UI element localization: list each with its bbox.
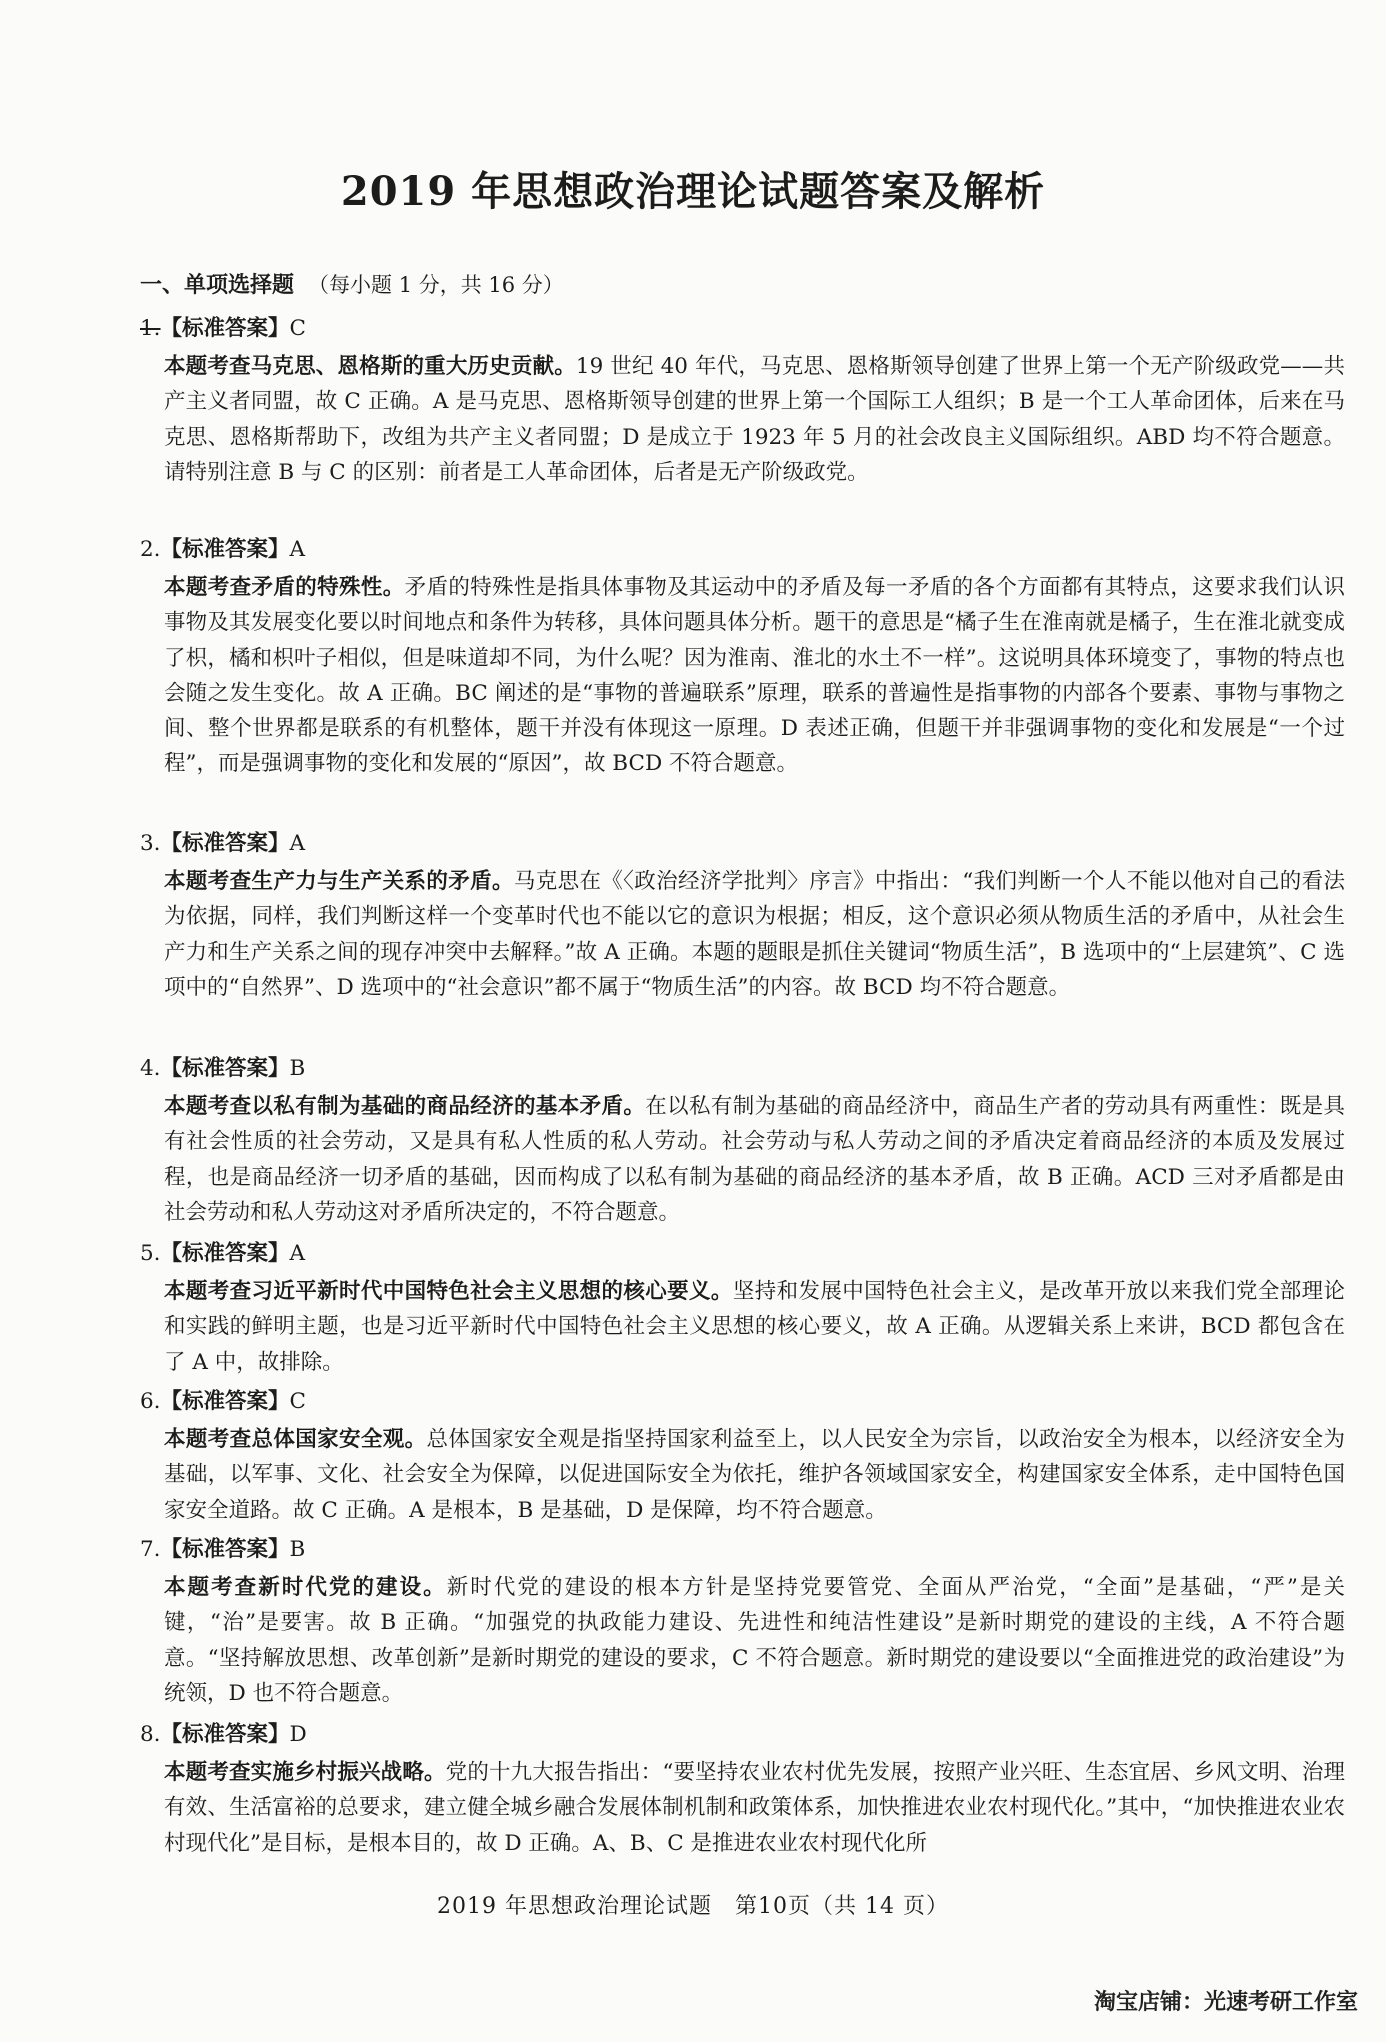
explanation-topic: 本题考查以私有制为基础的商品经济的基本矛盾。 — [164, 1094, 646, 1119]
explanation-topic: 本题考查总体国家安全观。 — [164, 1427, 427, 1452]
explanation-body: 新时代党的建设的根本方针是坚持党要管党、全面从严治党，“全面”是基础，“严”是关键，“治”是要害。故 B 正确。“加强党的执政能力建设、先进性和纯洁性建设”是新时期党的建设的主线，A 不符合题意。“坚持解放思想、改革创新”是新时期党的建设的要求，C 不符合题意。新时期党的建设要以“全面推进党的政治建设”为统领，D 也不符合题意。 — [164, 1575, 1345, 1706]
explanation-body: 坚持和发展中国特色社会主义，是改革开放以来我们党全部理论和实践的鲜明主题，也是习近平新时代中国特色社会主义思想的核心要义，故 A 正确。从逻辑关系上来讲，BCD 都包含在了 A 中，故排除。 — [164, 1279, 1345, 1375]
explanation — [164, 864, 1345, 1005]
shop-watermark: 淘宝店铺：光速考研工作室 — [1093, 1990, 1358, 2015]
answer-value: A — [289, 831, 306, 856]
explanation-body: 总体国家安全观是指坚持国家利益至上，以人民安全为宗旨，以政治安全为根本，以经济安全为基础，以军事、文化、社会安全为保障，以促进国际安全为依托，维护各领域国家安全，构建国家安全体系，走中国特色国家安全道路。故 C 正确。A 是根本，B 是基础，D 是保障，均不符合题意。 — [164, 1427, 1345, 1523]
explanation — [164, 1422, 1345, 1528]
explanation — [164, 1570, 1345, 1711]
answer-line — [140, 1718, 1345, 1752]
answer-line — [140, 1052, 1345, 1086]
answer-value: C — [289, 1389, 306, 1414]
answer-value: B — [289, 1056, 306, 1081]
explanation — [164, 570, 1345, 782]
explanation — [164, 1274, 1345, 1380]
answer-tag: 【标准答案】 — [160, 1241, 290, 1266]
question-8 — [140, 1718, 1345, 1861]
answer-line — [140, 533, 1345, 567]
answer-tag: 【标准答案】 — [160, 1537, 290, 1562]
explanation-topic: 本题考查实施乡村振兴战略。 — [164, 1760, 446, 1785]
answer-value: A — [289, 537, 306, 562]
answer-tag: 【标准答案】 — [160, 831, 290, 856]
answer-line — [140, 1385, 1345, 1419]
question-5 — [140, 1237, 1345, 1380]
answer-tag: 【标准答案】 — [160, 537, 290, 562]
section-title: 一、单项选择题 — [140, 272, 295, 298]
page-footer: 2019 年思想政治理论试题 第10页（共 14 页） — [437, 1894, 949, 1919]
question-4 — [140, 1052, 1345, 1230]
explanation-topic: 本题考查新时代党的建设。 — [164, 1575, 447, 1600]
document-title: 2019 年思想政治理论试题答案及解析 — [340, 168, 1046, 215]
answer-tag: 【标准答案】 — [160, 1722, 290, 1747]
explanation-topic: 本题考查生产力与生产关系的矛盾。 — [164, 869, 514, 894]
explanation-body: 在以私有制为基础的商品经济中，商品生产者的劳动具有两重性：既是具有社会性质的社会劳动，又是具有私人性质的私人劳动。社会劳动与私人劳动之间的矛盾决定着商品经济的本质及发展过程，也是商品经济一切矛盾的基础，因而构成了以私有制为基础的商品经济的基本矛盾，故 B 正确。ACD 三对矛盾都是由社会劳动和私人劳动这对矛盾所决定的，不符合题意。 — [164, 1094, 1345, 1225]
question-number: 7. — [140, 1537, 161, 1562]
question-number: 4. — [140, 1056, 161, 1081]
answer-tag: 【标准答案】 — [160, 316, 290, 341]
answer-line — [140, 312, 1345, 346]
explanation-topic: 本题考查矛盾的特殊性。 — [164, 575, 405, 600]
explanation-topic: 本题考查马克思、恩格斯的重大历史贡献。 — [164, 354, 576, 379]
question-7 — [140, 1533, 1345, 1711]
answer-value: D — [289, 1722, 307, 1747]
explanation — [164, 349, 1345, 490]
section-heading — [140, 268, 564, 299]
question-2 — [140, 533, 1345, 782]
answer-line — [140, 1533, 1345, 1567]
question-number: 3. — [140, 831, 161, 856]
explanation-body: 党的十九大报告指出：“要坚持农业农村优先发展，按照产业兴旺、生态宜居、乡风文明、治理有效、生活富裕的总要求，建立健全城乡融合发展体制机制和政策体系，加快推进农业农村现代化。”其中，“加快推进农业农村现代化”是目标，是根本目的，故 D 正确。A、B、C 是推进农业农村现代化所 — [164, 1760, 1345, 1856]
answer-line — [140, 1237, 1345, 1271]
question-number: 2. — [140, 537, 161, 562]
explanation — [164, 1755, 1345, 1861]
explanation-body: 矛盾的特殊性是指具体事物及其运动中的矛盾及每一矛盾的各个方面都有其特点，这要求我们认识事物及其发展变化要以时间地点和条件为转移，具体问题具体分析。题干的意思是“橘子生在淮南就是橘子，生在淮北就变成了枳，橘和枳叶子相似，但是味道却不同，为什么呢？因为淮南、淮北的水土不一样”。这说明具体环境变了，事物的特点也会随之发生变化。故 A 正确。BC 阐述的是“事物的普遍联系”原理，联系的普遍性是指事物的内部各个要素、事物与事物之间、整个世界都是联系的有机整体，题干并没有体现这一原理。D 表述正确，但题干并非强调事物的变化和发展是“一个过程”，而是强调事物的变化和发展的“原因”，故 BCD 不符合题意。 — [164, 575, 1345, 777]
answer-tag: 【标准答案】 — [160, 1389, 290, 1414]
question-number: 1. — [140, 316, 161, 341]
question-6 — [140, 1385, 1345, 1528]
explanation — [164, 1089, 1345, 1230]
question-number: 8. — [140, 1722, 161, 1747]
answer-tag: 【标准答案】 — [160, 1056, 290, 1081]
answer-value: C — [289, 316, 306, 341]
section-note: （每小题 1 分，共 16 分） — [308, 273, 564, 297]
explanation-body: 19 世纪 40 年代，马克思、恩格斯领导创建了世界上第一个无产阶级政党——共产主义者同盟，故 C 正确。A 是马克思、恩格斯领导创建的世界上第一个国际工人组织；B 是一个工人革命团体，后来在马克思、恩格斯帮助下，改组为共产主义者同盟；D 是成立于 1923 年 5 月的社会改良主义国际组织。ABD 均不符合题意。请特别注意 B 与 C 的区别：前者是工人革命团体，后者是无产阶级政党。 — [164, 354, 1345, 485]
answer-line — [140, 827, 1345, 861]
question-number: 6. — [140, 1389, 161, 1414]
question-1 — [140, 312, 1345, 490]
question-3 — [140, 827, 1345, 1005]
answer-value: A — [289, 1241, 306, 1266]
question-number: 5. — [140, 1241, 161, 1266]
explanation-topic: 本题考查习近平新时代中国特色社会主义思想的核心要义。 — [164, 1279, 733, 1304]
answer-value: B — [289, 1537, 306, 1562]
explanation-body: 马克思在《〈政治经济学批判〉序言》中指出：“我们判断一个人不能以他对自己的看法为依据，同样，我们判断这样一个变革时代也不能以它的意识为根据；相反，这个意识必须从物质生活的矛盾中，从社会生产力和生产关系之间的现存冲突中去解释。”故 A 正确。本题的题眼是抓住关键词“物质生活”，B 选项中的“上层建筑”、C 选项中的“自然界”、D 选项中的“社会意识”都不属于“物质生活”的内容。故 BCD 均不符合题意。 — [164, 869, 1345, 1000]
